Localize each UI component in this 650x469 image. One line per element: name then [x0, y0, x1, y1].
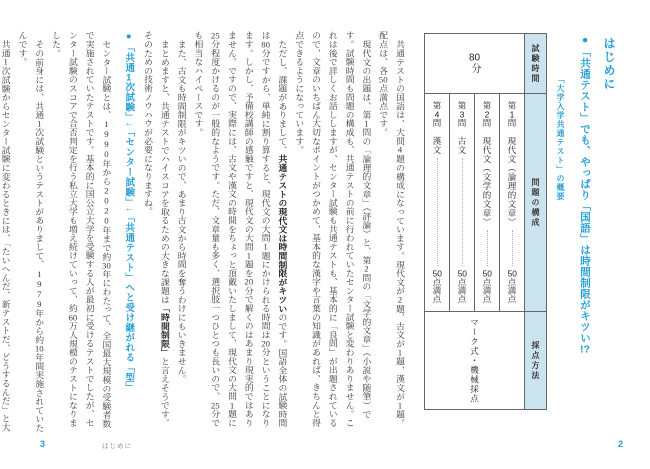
question-label: 第3問 古文: [457, 101, 467, 155]
exam-scoring-header-label: 採点方法: [531, 340, 540, 381]
dotted-line: [512, 230, 513, 267]
bold-emphasis: 共通テストの現代文は時間制限がキツい: [277, 154, 288, 313]
paragraph: その前身には、共通1次試験というテストがありまして、1979年から約10年間実施されていたんです。: [17, 31, 45, 432]
section-heading: ●「共通1次試験」↓「センター試験」↓「共通テスト」へと受け継がれる「型」: [123, 31, 135, 393]
table-caption: 「大学入学共通テスト」の概要: [556, 75, 565, 201]
exam-structure-row: [425, 94, 546, 312]
exam-overview-table: [424, 33, 547, 410]
exam-time-header: [524, 34, 546, 93]
chapter-title: ●「共通テスト」でも、やっぱり「国語」は時間制限がキツい!?: [579, 34, 591, 354]
paragraph: 共通1次試験からセンター試験に変わるときには、「たいへんだ、新テストだ、どうするんだ」と大: [0, 39, 11, 432]
bold-emphasis: 「時間制限」: [159, 303, 170, 357]
page-heading: はじめに: [602, 37, 616, 91]
page-number-right: 2: [618, 439, 624, 449]
exam-scoring-cell: [425, 312, 524, 409]
paragraph: 共通テストの国語は、大問4題の構成になっています。現代文が2題、古文が1題、漢文が1題。配点は、各50点満点です。: [378, 31, 405, 428]
question-label: 第1問 現代文（論理的文章）: [507, 101, 517, 227]
body-text: [0, 31, 408, 435]
exam-scoring-row: [425, 312, 546, 409]
dotted-line: [462, 158, 463, 267]
question-label: 第4問 漢文: [432, 101, 442, 155]
exam-question-cell: [425, 94, 450, 311]
question-points: 50点満点: [457, 269, 467, 303]
exam-scoring-value: マーク式・機械採点: [469, 317, 480, 404]
exam-question-list: [425, 94, 524, 311]
footer-label: はじめに: [102, 443, 132, 450]
dotted-line: [437, 158, 438, 267]
paragraph: 現代文の出題は、第1問の「論理的文章」（評論）と、第2問の「文学的文章」（小説や随筆）です。試験時間も問題の構成も、共通テストの前に行われていたセンター試験と変わりありません。これは後で詳しくお話ししますが、センター試験も共通テストも、基本的に「良問」が出題されているので、文章のいちばん大切なポイントがつかめて、基本的な漢字や言葉の知識があれば、きちんと得点できるようになっています。: [294, 31, 372, 427]
question-points: 50点満点: [507, 269, 517, 303]
exam-time-cell: [425, 34, 524, 93]
question-points: 50点満点: [432, 269, 442, 303]
exam-time-header-label: 試験時間: [531, 43, 540, 84]
question-points: 50点満点: [482, 269, 492, 303]
question-label: 第2問 現代文（文学的文章）: [482, 101, 492, 227]
exam-structure-header: [524, 94, 546, 311]
exam-time-value: 80分: [469, 53, 480, 74]
exam-time-row: [425, 34, 546, 94]
paragraph: まとめますと、共通テストでハイスコアを取るための大きな課題は「時間制限」と言えそうです。そのための技術ノウハウが必要になりますね。: [143, 31, 170, 428]
exam-scoring-header: [524, 312, 546, 409]
exam-question-cell: [450, 94, 475, 311]
paragraph: また、古文も時間制限がキツいので、あまり古文から時間を奪うわけにもいきません。: [176, 39, 187, 383]
paragraph: ただし、課題がありまして、共通テストの現代文は時間制限がキツいのです。国語全体の試験時間は80分ですから、単純に割り算すると、現代文の大問1題にかけられる時間は20分ということになります。しかし、予備校講師の感触ですと、現代文の大問1題を20分で解くのはあまり現実的ではありません。ですので、実際には、古文や漢文の時間をちょっと頂戴いたしまして、現代文の大問1題に25分程度かけるのが一般的なようです。ただ、文章量も多く、選択肢一つひとつも長いので、25分でも相当なハイペースです。: [193, 31, 288, 428]
exam-question-cell: [475, 94, 500, 311]
exam-structure-header-label: 問題の構成: [531, 177, 540, 228]
dotted-line: [487, 230, 488, 267]
exam-question-cell: [500, 94, 524, 311]
paragraph: センター試験とは、1990年から2020年まで約30年にわたって、全国最大規模の受験者数で実施されていたテストです。基本的に国公立大学を受験する人が最初に受けるテストでしたが、センター試験のスコアで合否判定を行う私立大学も増え続けていって、約60万人規模のテストになりました。: [51, 31, 112, 428]
page-number-left: 3: [40, 439, 46, 449]
